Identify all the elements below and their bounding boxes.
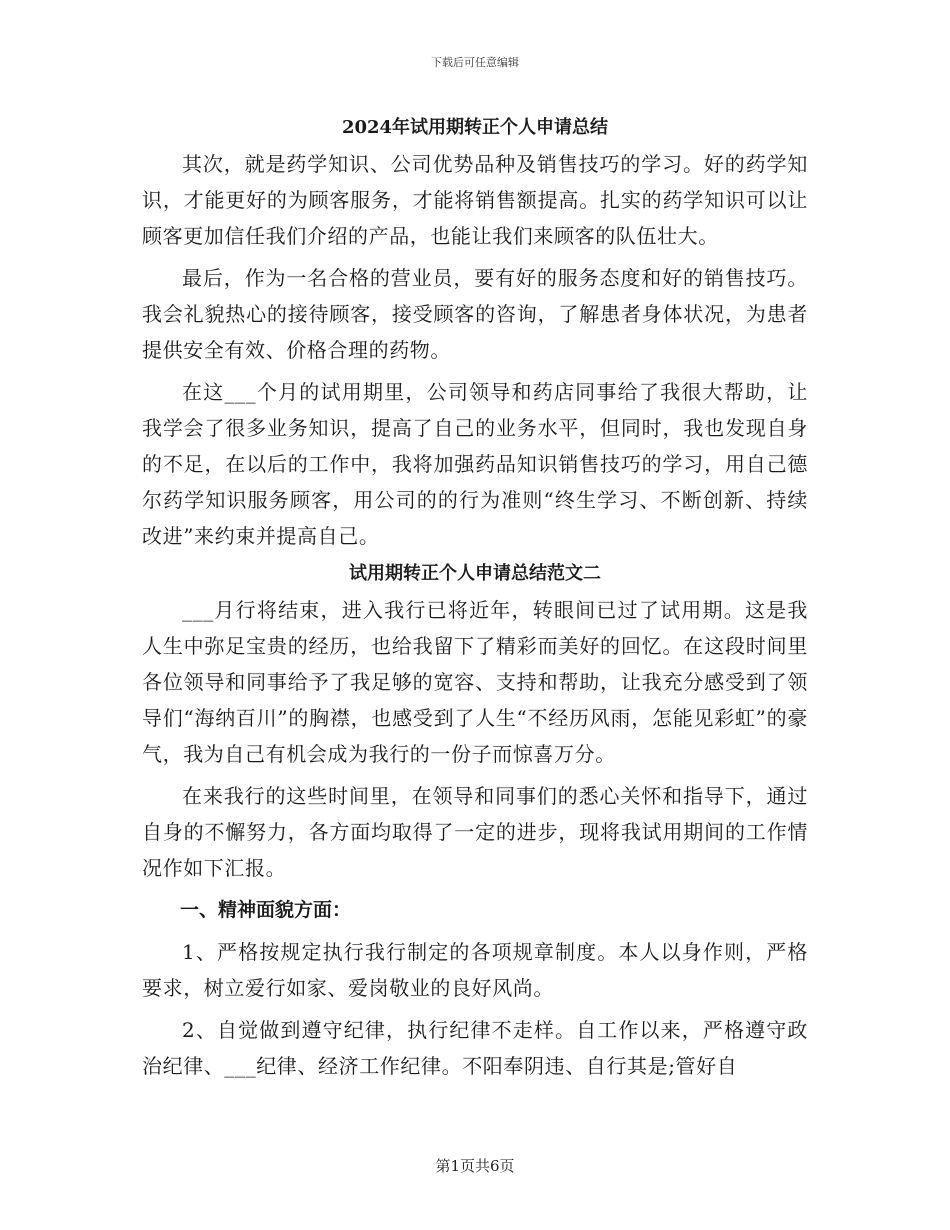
document-body (142, 110, 808, 1084)
paragraph-service-attitude: 最后，作为一名合格的营业员，要有好的服务态度和好的销售技巧。我会礼貌热心的接待顾客，接受顾客的咨询，了解患者身体状况，为患者提供安全有效、价格合理的药物。 (142, 266, 808, 362)
paragraph-probation-summary: 在这___个月的试用期里，公司领导和药店同事给了我很大帮助，让我学会了很多业务知识，提高了自己的业务水平，但同时，我也发现自身的不足，在以后的工作中，我将加强药品知识销售技巧的学习，用自己德尔药学知识服务顾客，用公司的的行为准则“终生学习、不断创新、持续改进”来约束并提高自己。 (142, 380, 808, 548)
paragraph-item-2: 2、自觉做到遵守纪律，执行纪律不走样。自工作以来，严格遵守政治纪律、___纪律、经济工作纪律。不阳奉阴违、自行其是;管好自 (142, 1018, 808, 1078)
page-header-note: 下载后可任意编辑 (431, 56, 519, 69)
document-subtitle: 试用期转正个人申请总结范文二 (349, 563, 601, 584)
section-heading-spirit: 一、精神面貌方面： (180, 899, 352, 921)
paragraph-introduction: ___月行将结束，进入我行已将近年，转眼间已过了试用期。这是我人生中弥足宝贵的经历，也给我留下了精彩而美好的回忆。在这段时间里各位领导和同事给予了我足够的宽容、支持和帮助，让我充分感受到了领导们“海纳百川”的胸襟，也感受到了人生“不经历风雨，怎能见彩虹”的豪气，我为自己有机会成为我行的一份子而惊喜万分。 (142, 598, 808, 766)
paragraph-item-1: 1、严格按规定执行我行制定的各项规章制度。本人以身作则，严格要求，树立爱行如家、爱岗敬业的良好风尚。 (142, 940, 808, 1000)
paragraph-report-intro: 在来我行的这些时间里，在领导和同事们的悉心关怀和指导下，通过自身的不懈努力，各方面均取得了一定的进步，现将我试用期间的工作情况作如下汇报。 (142, 784, 808, 880)
paragraph-pharmacy-knowledge: 其次，就是药学知识、公司优势品种及销售技巧的学习。好的药学知识，才能更好的为顾客服务，才能将销售额提高。扎实的药学知识可以让顾客更加信任我们介绍的产品，也能让我们来顾客的队伍壮大。 (142, 152, 808, 248)
document-title: 2024年试用期转正个人申请总结 (341, 117, 609, 138)
page-footer-number: 第1页共6页 (435, 1157, 515, 1175)
